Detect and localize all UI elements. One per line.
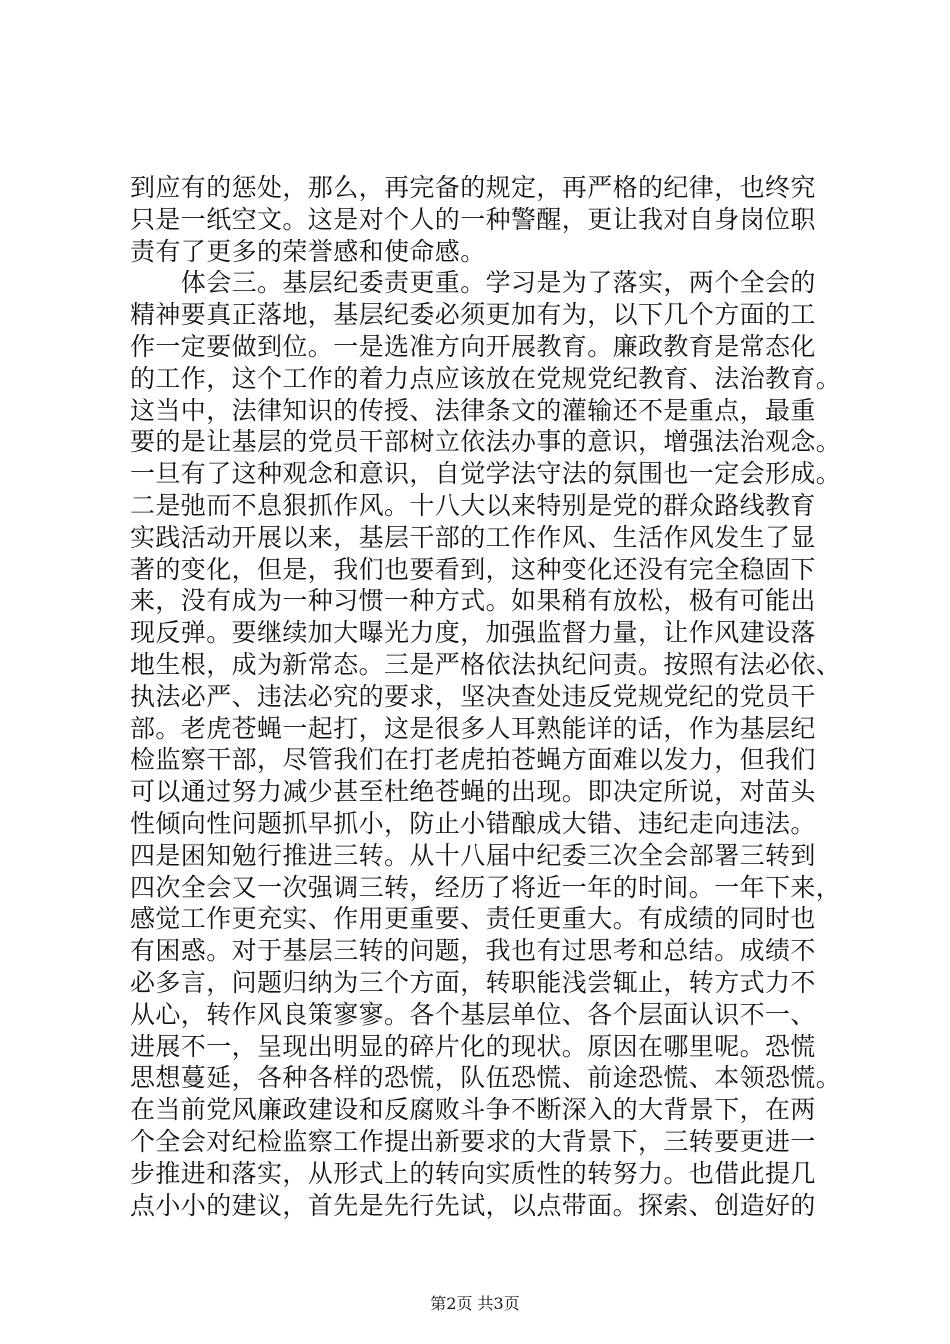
text-line: 执法必严、违法必究的要求，坚决查处违反党规党纪的党员干: [130, 681, 816, 711]
text-line: 部。老虎苍蝇一起打，这是很多人耳熟能详的话，作为基层纪: [130, 713, 816, 743]
text-line: 进展不一，呈现出明显的碎片化的现状。原因在哪里呢。恐慌: [130, 1031, 816, 1061]
text-line: 的工作，这个工作的着力点应该放在党规党纪教育、法治教育。: [130, 363, 842, 393]
text-line: 性倾向性问题抓早抓小，防止小错酿成大错、违纪走向违法。: [130, 808, 816, 838]
text-line: 体会三。基层纪委责更重。学习是为了落实，两个全会的: [130, 268, 816, 298]
text-line: 到应有的惩处，那么，再完备的规定，再严格的纪律，也终究: [130, 173, 816, 202]
text-line: 一旦有了这种观念和意识，自觉学法守法的氛围也一定会形成。: [130, 459, 842, 489]
text-line: 四次全会又一次强调三转，经历了将近一年的时间。一年下来，: [130, 872, 842, 902]
text-line: 思想蔓延，各种各样的恐慌，队伍恐慌、前途恐慌、本领恐慌。: [130, 1063, 842, 1093]
text-line: 地生根，成为新常态。三是严格依法执纪问责。按照有法必依、: [130, 649, 842, 679]
body-text: [130, 172, 842, 1221]
text-line: 现反弹。要继续加大曝光力度，加强监督力量，让作风建设落: [130, 618, 816, 648]
text-line: 要的是让基层的党员干部树立依法办事的意识，增强法治观念。: [130, 427, 842, 457]
text-line: 点小小的建议，首先是先行先试，以点带面。探索、创造好的: [130, 1190, 816, 1220]
text-line: 有困惑。对于基层三转的问题，我也有过思考和总结。成绩不: [130, 936, 816, 966]
text-line: 感觉工作更充实、作用更重要、责任更重大。有成绩的同时也: [130, 904, 816, 934]
text-line: 作一定要做到位。一是选准方向开展教育。廉政教育是常态化: [130, 331, 816, 361]
text-line: 这当中，法律知识的传授、法律条文的灌输还不是重点，最重: [130, 395, 816, 425]
text-line: 检监察干部，尽管我们在打老虎拍苍蝇方面难以发力，但我们: [130, 745, 816, 775]
page-number-footer: 第2页 共3页: [430, 1294, 520, 1313]
text-line: 只是一纸空文。这是对个人的一种警醒，更让我对自身岗位职: [130, 204, 816, 234]
text-line: 可以通过努力减少甚至杜绝苍蝇的出现。即决定所说，对苗头: [130, 777, 816, 807]
text-line: 步推进和落实，从形式上的转向实质性的转努力。也借此提几: [130, 1158, 816, 1188]
text-line: 二是弛而不息狠抓作风。十八大以来特别是党的群众路线教育: [130, 490, 816, 520]
text-line: 个全会对纪检监察工作提出新要求的大背景下，三转要更进一: [130, 1126, 816, 1156]
text-line: 实践活动开展以来，基层干部的工作作风、生活作风发生了显: [130, 522, 816, 552]
text-line: 精神要真正落地，基层纪委必须更加有为，以下几个方面的工: [130, 300, 816, 330]
text-line: 从心，转作风良策寥寥。各个基层单位、各个层面认识不一、: [130, 999, 816, 1029]
text-line: 在当前党风廉政建设和反腐败斗争不断深入的大背景下，在两: [130, 1095, 816, 1125]
text-line: 责有了更多的荣誉感和使命感。: [130, 236, 486, 266]
text-line: 四是困知勉行推进三转。从十八届中纪委三次全会部署三转到: [130, 840, 816, 870]
text-line: 必多言，问题归纳为三个方面，转职能浅尝辄止，转方式力不: [130, 967, 816, 997]
text-line: 来，没有成为一种习惯一种方式。如果稍有放松，极有可能出: [130, 586, 816, 616]
text-line: 著的变化，但是，我们也要看到，这种变化还没有完全稳固下: [130, 554, 816, 584]
